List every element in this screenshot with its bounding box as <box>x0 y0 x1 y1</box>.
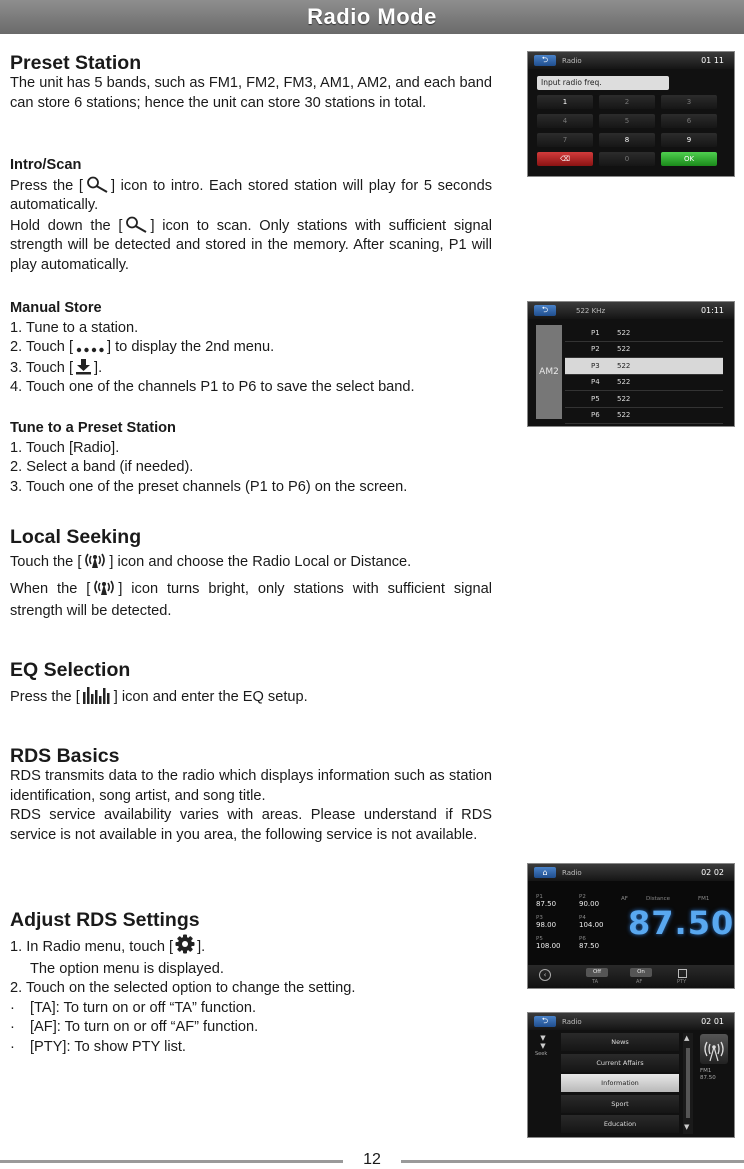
key-2[interactable]: 2 <box>599 95 655 109</box>
preset-freq: 522 <box>617 411 631 420</box>
manual-section <box>10 299 492 398</box>
pty-band: FM1 <box>700 1068 712 1074</box>
intro-heading: Intro/Scan <box>10 157 82 173</box>
preset-freq: 522 <box>617 378 631 387</box>
preset-freq: 522 <box>617 345 631 354</box>
key-8[interactable]: 8 <box>599 133 655 147</box>
rds-heading: RDS Basics <box>10 745 120 767</box>
adjust-bullet-af: [AF]: To turn on or off “AF” function. <box>30 1019 259 1035</box>
preset-freq: 104.00 <box>579 921 604 929</box>
preset-freq: 522 <box>617 361 631 370</box>
pty-list-icon[interactable] <box>678 969 687 978</box>
download-icon <box>75 358 92 375</box>
key-6[interactable]: 6 <box>661 114 717 128</box>
preset-freq: 108.00 <box>536 942 561 950</box>
freq-input[interactable]: Input radio freq. <box>537 76 669 90</box>
search-icon <box>85 176 109 193</box>
preset-row[interactable] <box>565 325 723 342</box>
adjust-step-1c: The option menu is displayed. <box>30 960 224 977</box>
preset-cell[interactable] <box>579 936 619 950</box>
seek-down-icon[interactable]: ▼ ▼ <box>540 1034 546 1050</box>
preset-cell[interactable] <box>536 915 576 929</box>
preset-label: P6 <box>591 411 600 420</box>
af-indicator: AF <box>621 896 628 902</box>
bullet: · <box>10 999 15 1016</box>
adjust-section <box>10 909 492 1057</box>
antenna-signal-icon <box>83 551 107 569</box>
tune-step-2: 2. Select a band (if needed). <box>10 459 194 475</box>
preset-cell[interactable] <box>579 894 619 908</box>
eq-section <box>10 659 492 708</box>
bullet: · <box>10 1019 15 1035</box>
preset-label: P5 <box>536 936 543 942</box>
screen1-time: 01 11 <box>701 56 724 65</box>
preset-label: P3 <box>536 915 543 921</box>
manual-step-3b: ]. <box>94 359 103 376</box>
intro-section <box>10 156 492 275</box>
intro-text-b: ] icon to intro. Each stored station will play for 5 seconds automatically. <box>10 177 492 213</box>
preset-row[interactable] <box>565 375 723 392</box>
screen4-title: Radio <box>562 1017 582 1026</box>
pty-item[interactable]: Information <box>561 1074 679 1092</box>
adjust-step-1b: ]. <box>197 939 206 955</box>
adjust-bullet-ta: [TA]: To turn on or off “TA” function. <box>30 999 257 1016</box>
local-text-d: ] icon turns bright, only stations with sufficient signal strength will be detected. <box>10 580 492 619</box>
adjust-bullet-pty: [PTY]: To show PTY list. <box>30 1038 186 1055</box>
page-title: Radio Mode <box>307 4 437 29</box>
af-toggle[interactable]: On <box>630 968 652 977</box>
preset-cell[interactable] <box>536 894 576 908</box>
manual-step-1: 1. Tune to a station. <box>10 319 139 336</box>
adjust-step-2: 2. Touch on the selected option to change the setting. <box>10 980 356 996</box>
preset-cell[interactable] <box>579 915 619 929</box>
preset-freq: 98.00 <box>536 921 557 929</box>
ta-label: TA <box>592 979 599 985</box>
key-1[interactable]: 1 <box>537 95 593 109</box>
pty-item[interactable]: Sport <box>561 1095 679 1113</box>
preset-freq: 87.50 <box>536 900 557 908</box>
preset-label: P5 <box>591 394 600 403</box>
preset-row[interactable] <box>565 391 723 408</box>
preset-cell[interactable] <box>536 936 576 950</box>
back-circle-icon[interactable]: ‹ <box>539 969 551 981</box>
screenshot-pty-list <box>527 1012 735 1138</box>
scroll-down-icon[interactable]: ▼ <box>684 1123 690 1131</box>
screenshot-freq-input <box>527 51 735 177</box>
pty-item[interactable]: Current Affairs <box>561 1054 679 1072</box>
footer-rule-right <box>401 1160 744 1163</box>
back-icon[interactable]: ⮌ <box>534 305 556 316</box>
preset-row[interactable] <box>565 408 723 425</box>
preset-label: P2 <box>579 894 586 900</box>
tune-section <box>10 419 492 497</box>
band-indicator: FM1 <box>698 896 710 902</box>
screen2-title: 522 KHz <box>576 306 606 315</box>
manual-step-3a: 3. Touch [ <box>10 359 74 376</box>
pty-list <box>561 1033 679 1136</box>
antenna-tile-icon <box>700 1034 728 1064</box>
bullet: · <box>10 1038 15 1055</box>
preset-label: P1 <box>591 328 600 337</box>
preset-row[interactable] <box>565 342 723 359</box>
ok-button[interactable]: OK <box>661 152 717 166</box>
preset-label: P1 <box>536 894 543 900</box>
scroll-up-icon[interactable]: ▲ <box>684 1034 690 1042</box>
pty-item[interactable]: Education <box>561 1115 679 1133</box>
tune-heading: Tune to a Preset Station <box>10 420 176 436</box>
preset-freq: 522 <box>617 394 631 403</box>
preset-row[interactable] <box>565 358 723 375</box>
intro-text-a: Press the [ <box>10 177 83 194</box>
rds-body-2: RDS service availability varies with areas. Please understand if RDS service is not available in you area, the following service is not available. <box>10 807 492 843</box>
preset-label: P6 <box>579 936 586 942</box>
preset-section <box>10 52 492 113</box>
eq-text-b: ] icon and enter the EQ setup. <box>113 689 308 705</box>
pty-freq: 87.50 <box>700 1075 716 1081</box>
scan-text-a: Hold down the [ <box>10 217 123 234</box>
eq-text-a: Press the [ <box>10 689 80 705</box>
footer-rule-left <box>0 1160 343 1163</box>
local-text-c: When the [ <box>10 580 91 597</box>
preset-freq: 87.50 <box>579 942 600 950</box>
key-5[interactable]: 5 <box>599 114 655 128</box>
key-0[interactable]: 0 <box>599 152 655 166</box>
frequency-display: 87.50 <box>628 904 735 942</box>
preset-label: P3 <box>591 361 600 370</box>
equalizer-icon <box>82 684 112 704</box>
seek-label: Seek <box>535 1051 548 1057</box>
tune-step-1: 1. Touch [Radio]. <box>10 439 120 456</box>
page-number: 12 <box>363 1151 381 1168</box>
search-icon <box>124 216 148 233</box>
local-text-b: ] icon and choose the Radio Local or Distance. <box>109 554 412 570</box>
antenna-icon <box>700 1034 728 1064</box>
adjust-step-1a: 1. In Radio menu, touch [ <box>10 939 174 955</box>
key-4[interactable]: 4 <box>537 114 593 128</box>
preset-list <box>565 325 723 424</box>
local-section <box>10 526 492 622</box>
local-text-a: Touch the [ <box>10 554 82 570</box>
antenna-signal-icon <box>92 578 116 596</box>
key-3[interactable]: 3 <box>661 95 717 109</box>
adjust-heading: Adjust RDS Settings <box>10 909 200 931</box>
scroll-track[interactable] <box>686 1048 690 1118</box>
manual-heading: Manual Store <box>10 300 102 316</box>
preset-freq: 522 <box>617 328 631 337</box>
key-9[interactable]: 9 <box>661 133 717 147</box>
preset-label: P4 <box>591 378 600 387</box>
delete-button[interactable]: ⌫ <box>537 152 593 166</box>
screen3-title: Radio <box>562 868 582 877</box>
key-7[interactable]: 7 <box>537 133 593 147</box>
screen2-time: 01:11 <box>700 306 724 315</box>
screen3-time: 02 02 <box>701 868 724 877</box>
preset-heading: Preset Station <box>10 52 142 74</box>
distance-indicator: Distance <box>646 896 671 902</box>
screen1-title: Radio <box>562 56 582 65</box>
ta-toggle[interactable]: Off <box>586 968 608 977</box>
home-icon[interactable]: ⌂ <box>534 867 556 878</box>
tune-step-3: 3. Touch one of the preset channels (P1 to P6) on the screen. <box>10 478 408 495</box>
scrollbar[interactable] <box>683 1033 693 1134</box>
band-tab-am2[interactable]: AM2 <box>536 325 562 419</box>
manual-step-2b: ] to display the 2nd menu. <box>107 339 275 355</box>
af-label: AF <box>636 979 643 985</box>
back-icon[interactable]: ⮌ <box>534 1016 556 1027</box>
manual-step-2a: 2. Touch [ <box>10 339 74 355</box>
local-heading: Local Seeking <box>10 526 142 548</box>
rds-body-1: RDS transmits data to the radio which displays information such as station identification, song artist, and song title. <box>10 768 492 804</box>
preset-label: P2 <box>591 345 600 354</box>
eq-heading: EQ Selection <box>10 659 131 681</box>
gear-icon <box>175 934 195 954</box>
pty-item[interactable]: News <box>561 1033 679 1051</box>
rds-section <box>10 745 492 845</box>
scan-text-b: ] icon to scan. Only stations with sufficient signal strength will be detected and stored in the memory. After scaning, P1 will play automatically. <box>10 217 492 273</box>
preset-body: The unit has 5 bands, such as FM1, FM2, FM3, AM1, AM2, and each band can store 6 stations; hence the unit can store 30 stations in total. <box>10 75 492 111</box>
preset-freq: 90.00 <box>579 900 600 908</box>
page-header <box>0 0 744 34</box>
control-bar <box>528 965 734 988</box>
back-icon[interactable]: ⮌ <box>534 55 556 66</box>
more-dots-icon <box>75 346 105 354</box>
preset-label: P4 <box>579 915 586 921</box>
screen4-time: 02 01 <box>701 1017 724 1026</box>
manual-step-4: 4. Touch one of the channels P1 to P6 to save the select band. <box>10 379 415 395</box>
pty-label: PTY <box>677 979 687 985</box>
screenshot-preset-list <box>527 301 735 427</box>
screenshot-radio-main <box>527 863 735 989</box>
